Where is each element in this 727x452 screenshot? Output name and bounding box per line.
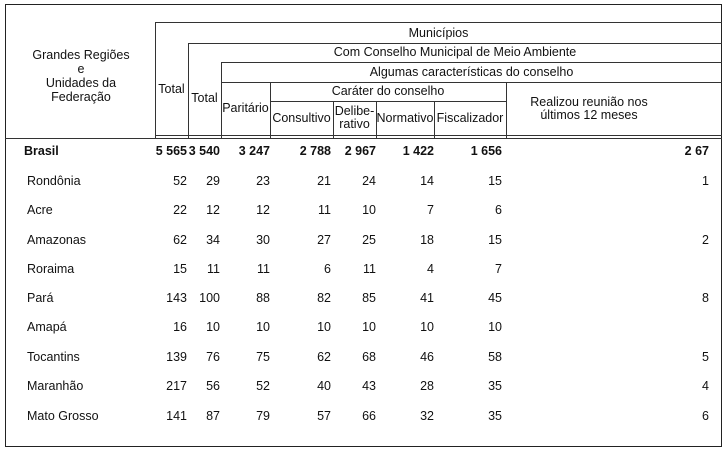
cell-paritario: 12 (256, 203, 270, 217)
cell-com-total: 10 (206, 320, 220, 334)
cell-fiscalizador: 1 656 (470, 144, 502, 158)
cell-deliberativo: 10 (362, 203, 376, 217)
cell-fiscalizador: 35 (488, 409, 502, 423)
cell-fiscalizador: 7 (495, 262, 502, 276)
cell-realizou: 6 (702, 409, 709, 423)
cell-normativo: 28 (420, 379, 434, 393)
cell-deliberativo: 68 (362, 350, 376, 364)
cell-realizou: 8 (702, 291, 709, 305)
row-label: Amapá (27, 320, 67, 334)
cell-fiscalizador: 35 (488, 379, 502, 393)
stub-line-2: e (77, 62, 85, 76)
row-label: Tocantins (27, 350, 80, 364)
table-row (0, 375, 727, 397)
cell-com-total: 34 (206, 233, 220, 247)
rule-header-bottom-2 (5, 138, 722, 139)
cell-deliberativo: 2 967 (344, 144, 376, 158)
cell-deliberativo: 66 (362, 409, 376, 423)
cell-consultivo: 27 (317, 233, 331, 247)
header-normativo: Normativo (376, 110, 434, 125)
cell-normativo: 32 (420, 409, 434, 423)
cell-normativo: 4 (427, 262, 434, 276)
table-row (0, 170, 727, 192)
cell-paritario: 11 (257, 262, 270, 276)
cell-fiscalizador: 6 (495, 203, 502, 217)
cell-fiscalizador: 15 (488, 233, 502, 247)
cell-paritario: 30 (256, 233, 270, 247)
cell-total: 139 (166, 350, 187, 364)
cell-fiscalizador: 15 (488, 174, 502, 188)
rule-v-fiscalizador (506, 82, 507, 138)
cell-deliberativo: 43 (362, 379, 376, 393)
header-consultivo: Consultivo (272, 110, 331, 125)
table-row (0, 199, 727, 221)
rule-header-bottom (155, 135, 722, 136)
cell-consultivo: 2 788 (299, 144, 331, 158)
cell-total: 143 (166, 291, 187, 305)
row-label: Roraima (27, 262, 75, 276)
row-label: Rondônia (27, 174, 81, 188)
cell-total: 52 (173, 174, 187, 188)
cell-normativo: 14 (420, 174, 434, 188)
cell-normativo: 7 (427, 203, 434, 217)
cell-total: 22 (173, 203, 187, 217)
cell-total: 15 (173, 262, 187, 276)
cell-normativo: 1 422 (402, 144, 434, 158)
header-municipios: Municípios (408, 25, 469, 40)
header-carater: Caráter do conselho (331, 84, 445, 98)
cell-paritario: 3 247 (238, 144, 270, 158)
cell-deliberativo: 11 (363, 262, 376, 276)
cell-com-total: 87 (206, 409, 220, 423)
cell-consultivo: 21 (317, 174, 331, 188)
cell-normativo: 46 (420, 350, 434, 364)
cell-consultivo: 62 (317, 350, 331, 364)
cell-fiscalizador: 45 (488, 291, 502, 305)
row-label: Amazonas (27, 233, 87, 247)
cell-com-total: 100 (199, 291, 220, 305)
stub-line-1: Grandes Regiões (32, 48, 130, 62)
table-row (0, 287, 727, 309)
header-total: Total (158, 81, 185, 96)
row-label: Pará (27, 291, 54, 305)
cell-paritario: 79 (256, 409, 270, 423)
cell-normativo: 10 (420, 320, 434, 334)
cell-total: 217 (166, 379, 187, 393)
cell-com-total: 56 (206, 379, 220, 393)
cell-paritario: 88 (256, 291, 270, 305)
cell-realizou: 2 (702, 233, 709, 247)
header-realizou: Realizou reunião nos últimos 12 meses (530, 94, 648, 122)
header-com-conselho: Com Conselho Municipal de Meio Ambiente (333, 45, 577, 59)
header-com-total: Total (191, 91, 218, 105)
cell-fiscalizador: 58 (488, 350, 502, 364)
stub-line-3: Unidades da (45, 76, 117, 90)
cell-consultivo: 57 (317, 409, 331, 423)
header-fiscalizador: Fiscalizador (436, 110, 504, 125)
cell-com-total: 76 (206, 350, 220, 364)
cell-paritario: 75 (256, 350, 270, 364)
cell-normativo: 41 (420, 291, 434, 305)
table-row (0, 229, 727, 251)
cell-total: 5 565 (155, 144, 187, 158)
table-row (0, 316, 727, 338)
row-label: Acre (27, 203, 53, 217)
row-label: Mato Grosso (27, 409, 99, 423)
cell-com-total: 11 (207, 262, 220, 276)
table-row (0, 258, 727, 280)
cell-realizou: 2 67 (684, 144, 709, 158)
cell-normativo: 18 (420, 233, 434, 247)
header-algumas: Algumas características do conselho (369, 64, 574, 79)
table-row (0, 346, 727, 368)
cell-com-total: 3 540 (188, 144, 220, 158)
stub-header (18, 48, 144, 104)
cell-deliberativo: 85 (362, 291, 376, 305)
cell-paritario: 23 (256, 174, 270, 188)
cell-realizou: 1 (702, 174, 709, 188)
cell-realizou: 5 (702, 350, 709, 364)
cell-deliberativo: 24 (362, 174, 376, 188)
cell-consultivo: 6 (324, 262, 331, 276)
table-row (0, 140, 727, 162)
table-row (0, 405, 727, 427)
row-label: Brasil (24, 144, 59, 158)
cell-paritario: 10 (256, 320, 270, 334)
cell-com-total: 29 (206, 174, 220, 188)
cell-fiscalizador: 10 (488, 320, 502, 334)
row-label: Maranhão (27, 379, 84, 393)
cell-total: 62 (173, 233, 187, 247)
cell-total: 141 (166, 409, 187, 423)
stub-line-4: Federação (51, 90, 111, 104)
cell-consultivo: 40 (317, 379, 331, 393)
cell-total: 16 (173, 320, 187, 334)
cell-paritario: 52 (256, 379, 270, 393)
cell-consultivo: 11 (318, 203, 331, 217)
cell-deliberativo: 10 (362, 320, 376, 334)
cell-deliberativo: 25 (362, 233, 376, 247)
cell-com-total: 12 (206, 203, 220, 217)
header-paritario: Paritário (222, 101, 269, 115)
cell-consultivo: 10 (317, 320, 331, 334)
cell-realizou: 4 (702, 379, 709, 393)
header-deliberativo: Delibe- rativo (334, 104, 375, 131)
cell-consultivo: 82 (317, 291, 331, 305)
